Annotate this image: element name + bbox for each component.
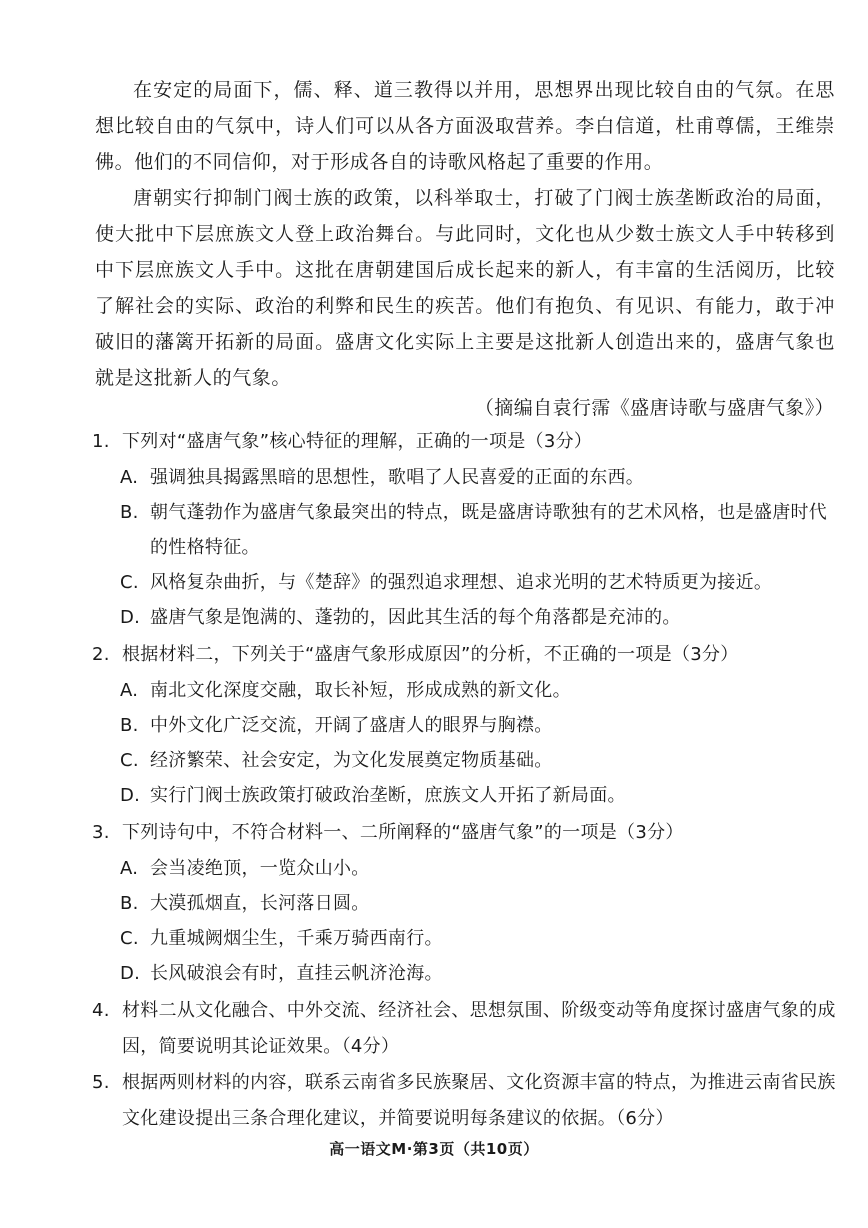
question-text: 材料二从文化融合、中外交流、经济社会、思想氛围、阶级变动等角度探讨盛唐气象的成因，简要说明其论证效果。（4分） (122, 1000, 836, 1057)
passage-source: （摘编自袁行霈《盛唐诗歌与盛唐气象》） (474, 397, 834, 419)
option-c (92, 565, 837, 600)
option-b (92, 886, 837, 921)
option-letter: A. (120, 467, 139, 488)
option-text: 会当凌绝顶，一览众山小。 (150, 858, 370, 879)
option-d (92, 956, 837, 991)
page-footer: 高一语文M·第3页（共10页） (329, 1140, 539, 1158)
question-stem (92, 993, 837, 1065)
question-text: 根据两则材料的内容，联系云南省多民族聚居、文化资源丰富的特点，为推进云南省民族文化建设提出三条合理化建议，并简要说明每条建议的依据。（6分） (122, 1072, 836, 1129)
option-b (92, 495, 837, 565)
question-text: 根据材料二，下列关于“盛唐气象形成原因”的分析，不正确的一项是（3分） (122, 644, 739, 665)
passage-paragraph-2: 唐朝实行抑制门阀士族的政策，以科举取士，打破了门阀士族垄断政治的局面，使大批中下层庶族文人登上政治舞台。与此同时，文化也从少数士族文人手中转移到中下层庶族文人手中。这批在唐朝建国后成长起来的新人，有丰富的生活阅历，比较了解社会的实际、政治的利弊和民生的疾苦。他们有抱负、有见识、有能力，敢于冲破旧的藩篱开拓新的局面。盛唐文化实际上主要是这批新人创造出来的，盛唐气象也就是这批新人的气象。 (95, 187, 835, 389)
option-letter: D. (120, 963, 141, 984)
option-a (92, 851, 837, 886)
option-text: 九重城阙烟尘生，千乘万骑西南行。 (150, 928, 443, 949)
option-text: 实行门阀士族政策打破政治垄断，庶族文人开拓了新局面。 (150, 785, 626, 806)
passage-paragraph-1: 在安定的局面下，儒、释、道三教得以并用，思想界出现比较自由的气氛。在思想比较自由的气氛中，诗人们可以从各方面汲取营养。李白信道，杜甫尊儒，王维崇佛。他们的不同信仰，对于形成各自的诗歌风格起了重要的作用。 (95, 79, 835, 173)
option-text: 大漠孤烟直，长河落日圆。 (150, 893, 370, 914)
option-letter: C. (120, 750, 139, 771)
question-3 (92, 815, 837, 991)
option-letter: C. (120, 928, 139, 949)
question-text: 下列诗句中，不符合材料一、二所阐释的“盛唐气象”的一项是（3分） (122, 822, 684, 843)
option-c (92, 921, 837, 956)
option-a (92, 460, 837, 495)
option-d (92, 778, 837, 813)
option-letter: A. (120, 858, 139, 879)
option-text: 南北文化深度交融，取长补短，形成成熟的新文化。 (150, 680, 571, 701)
option-letter: C. (120, 572, 139, 593)
option-text: 朝气蓬勃作为盛唐气象最突出的特点，既是盛唐诗歌独有的艺术风格，也是盛唐时代的性格特征。 (150, 502, 828, 558)
question-stem (92, 815, 837, 851)
option-text: 强调独具揭露黑暗的思想性，歌唱了人民喜爱的正面的东西。 (150, 467, 645, 488)
question-number: 1. (92, 431, 110, 452)
option-b (92, 708, 837, 743)
option-letter: A. (120, 680, 139, 701)
question-1 (92, 424, 837, 635)
question-2 (92, 637, 837, 813)
question-number: 2. (92, 644, 110, 665)
option-letter: D. (120, 785, 141, 806)
question-number: 3. (92, 822, 110, 843)
option-a (92, 673, 837, 708)
option-c (92, 743, 837, 778)
question-4 (92, 993, 837, 1065)
option-letter: D. (120, 607, 141, 628)
option-d (92, 600, 837, 635)
option-text: 风格复杂曲折，与《楚辞》的强烈追求理想、追求光明的艺术特质更为接近。 (150, 572, 773, 593)
option-text: 长风破浪会有时，直挂云帆济沧海。 (150, 963, 443, 984)
option-text: 经济繁荣、社会安定，为文化发展奠定物质基础。 (150, 750, 553, 771)
option-text: 中外文化广泛交流，开阔了盛唐人的眼界与胸襟。 (150, 715, 553, 736)
option-letter: B. (120, 502, 139, 523)
option-letter: B. (120, 893, 139, 914)
question-5 (92, 1065, 837, 1137)
question-number: 4. (92, 1000, 110, 1021)
question-stem (92, 637, 837, 673)
question-number: 5. (92, 1072, 110, 1093)
question-stem (92, 1065, 837, 1137)
question-stem (92, 424, 837, 460)
option-letter: B. (120, 715, 139, 736)
question-text: 下列对“盛唐气象”核心特征的理解，正确的一项是（3分） (122, 431, 593, 452)
option-text: 盛唐气象是饱满的、蓬勃的，因此其生活的每个角落都是充沛的。 (150, 607, 681, 628)
